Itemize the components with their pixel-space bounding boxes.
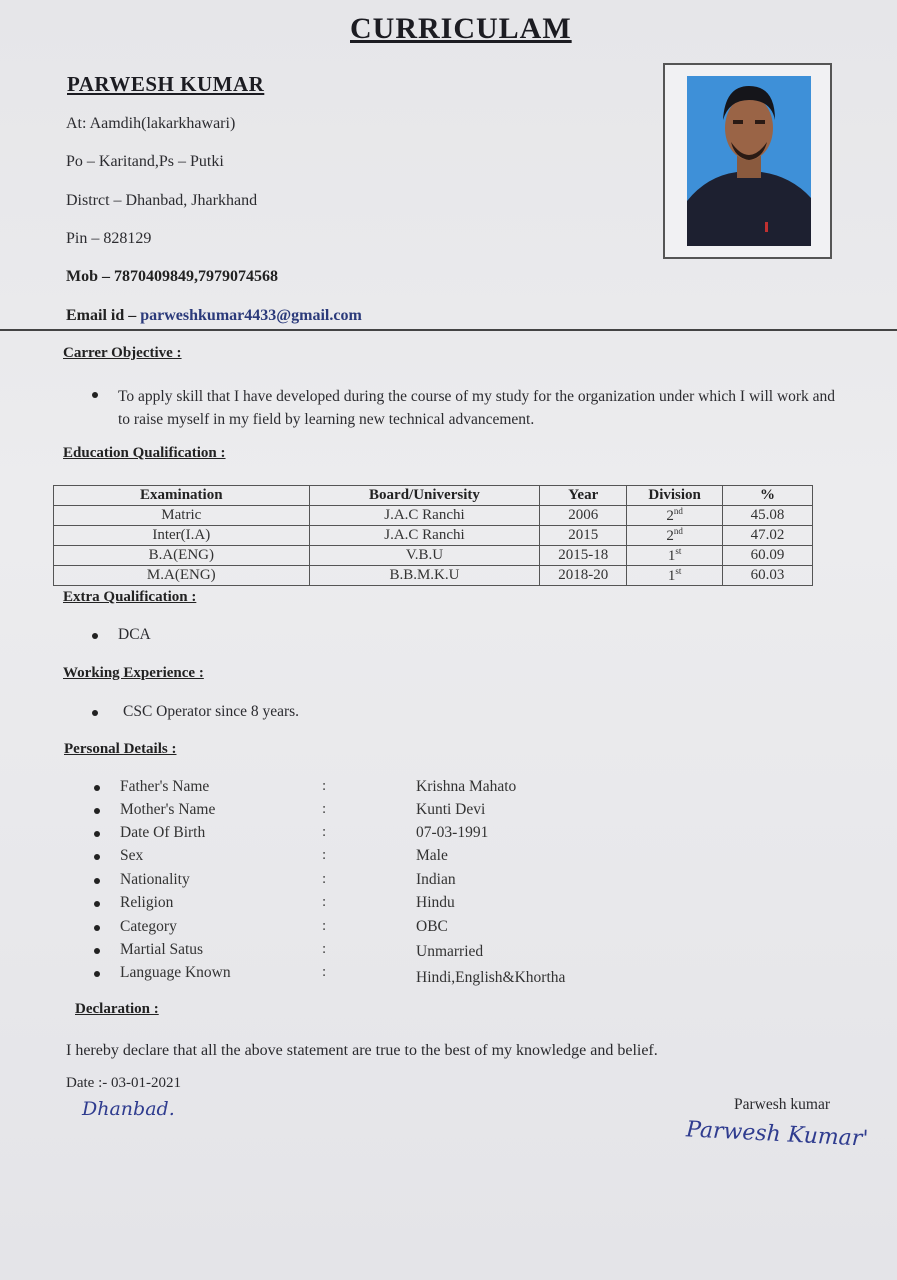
table-row (54, 546, 813, 566)
cell-division (627, 506, 723, 526)
personal-label: Mother's Name (120, 801, 216, 818)
bullet-icon (92, 633, 98, 639)
handwritten-signature: Parwesh Kumar' (685, 1117, 869, 1152)
cell-percent: 47.02 (723, 526, 813, 546)
division-number: 1 (667, 568, 676, 584)
section-personal-details: Personal Details : (64, 741, 177, 757)
mobile-number: Mob – 7870409849,7979074568 (66, 268, 278, 285)
personal-colon: : (322, 871, 327, 887)
header-board: Board/University (309, 486, 540, 506)
personal-colon: : (322, 778, 327, 794)
personal-label: Martial Satus (120, 941, 204, 958)
email-label: Email id – (66, 307, 141, 324)
personal-colon: : (322, 941, 327, 957)
cell-board: B.B.M.K.U (309, 566, 540, 586)
division-suffix: nd (673, 526, 683, 536)
section-declaration: Declaration : (75, 1001, 159, 1017)
division-number: 1 (667, 548, 676, 564)
bullet-icon (94, 854, 100, 860)
personal-label: Father's Name (120, 778, 210, 795)
personal-colon: : (322, 918, 327, 934)
personal-colon: : (322, 824, 327, 840)
cell-percent: 60.09 (723, 546, 813, 566)
personal-label: Date Of Birth (120, 824, 206, 841)
address-pin: Pin – 828129 (66, 230, 152, 247)
division-suffix: st (675, 546, 682, 556)
personal-colon: : (322, 801, 327, 817)
header-divider (0, 329, 897, 331)
address-line-3: Distrct – Dhanbad, Jharkhand (66, 192, 258, 209)
table-row (54, 566, 813, 586)
bullet-icon (94, 948, 100, 954)
division-suffix: nd (673, 506, 683, 516)
division-suffix: st (675, 566, 682, 576)
cell-percent: 60.03 (723, 566, 813, 586)
profile-photo-icon (687, 76, 811, 246)
personal-colon: : (322, 894, 327, 910)
email-row (66, 307, 362, 325)
bullet-icon (94, 925, 100, 931)
list-item: DCA (118, 626, 151, 643)
personal-colon: : (322, 847, 327, 863)
handwritten-place: Dhanbad. (82, 1098, 175, 1120)
cell-exam: Inter(I.A) (54, 526, 310, 546)
bullet-icon (94, 971, 100, 977)
personal-colon: : (322, 964, 327, 980)
profile-photo (687, 76, 811, 246)
personal-value: Unmarried (416, 943, 484, 960)
header-examination: Examination (54, 486, 310, 506)
cell-exam: Matric (54, 506, 310, 526)
personal-value: Krishna Mahato (416, 778, 517, 795)
signatory-name: Parwesh kumar (734, 1096, 830, 1113)
cell-year: 2006 (540, 506, 627, 526)
declaration-date: Date :- 03-01-2021 (66, 1075, 181, 1091)
bullet-icon (94, 878, 100, 884)
cell-exam: B.A(ENG) (54, 546, 310, 566)
personal-value: Hindu (416, 894, 455, 911)
bullet-icon (94, 785, 100, 791)
cell-year: 2018-20 (540, 566, 627, 586)
personal-value: Indian (416, 871, 456, 888)
cell-board: J.A.C Ranchi (309, 506, 540, 526)
bullet-icon (92, 392, 98, 398)
personal-label: Nationality (120, 871, 190, 888)
personal-value: OBC (416, 918, 448, 935)
bullet-icon (94, 901, 100, 907)
bullet-icon (94, 808, 100, 814)
email-value: parweshkumar4433@gmail.com (140, 307, 362, 324)
address-line-2: Po – Karitand,Ps – Putki (66, 153, 224, 170)
cell-division (627, 546, 723, 566)
personal-label: Category (120, 918, 177, 935)
personal-value: 07-03-1991 (416, 824, 489, 841)
cell-board: V.B.U (309, 546, 540, 566)
objective-text: To apply skill that I have developed during the course of my study for the organization under which I will work and to raise myself in my field by learning new technical advancement. (118, 388, 836, 428)
bullet-icon (94, 831, 100, 837)
division-number: 2 (666, 508, 674, 524)
declaration-text: I hereby declare that all the above statement are true to the best of my knowledge and belief. (66, 1042, 658, 1059)
header-percent: % (723, 486, 813, 506)
photo-frame (663, 63, 832, 259)
cell-percent: 45.08 (723, 506, 813, 526)
cell-exam: M.A(ENG) (54, 566, 310, 586)
personal-value: Kunti Devi (416, 801, 486, 818)
table-row (54, 526, 813, 546)
header-year: Year (540, 486, 627, 506)
document-title: CURRICULAM (350, 12, 572, 45)
personal-label: Language Known (120, 964, 231, 981)
section-working-experience: Working Experience : (63, 665, 204, 681)
header-division: Division (627, 486, 723, 506)
personal-value: Hindi,English&Khortha (416, 969, 566, 986)
section-education: Education Qualification : (63, 445, 226, 461)
list-item: CSC Operator since 8 years. (123, 703, 300, 720)
cell-year: 2015-18 (540, 546, 627, 566)
personal-label: Sex (120, 847, 144, 864)
candidate-name: PARWESH KUMAR (67, 72, 265, 96)
division-number: 2 (666, 528, 674, 544)
cell-division (627, 566, 723, 586)
cell-year: 2015 (540, 526, 627, 546)
personal-label: Religion (120, 894, 174, 911)
section-extra-qualification: Extra Qualification : (63, 589, 197, 605)
cell-division (627, 526, 723, 546)
address-line-1: At: Aamdih(lakarkhawari) (66, 115, 236, 132)
table-row (54, 506, 813, 526)
education-table (53, 485, 813, 586)
cell-board: J.A.C Ranchi (309, 526, 540, 546)
personal-value: Male (416, 847, 448, 864)
section-career-objective: Carrer Objective : (63, 345, 182, 361)
bullet-icon (92, 710, 98, 716)
table-header-row (54, 486, 813, 506)
